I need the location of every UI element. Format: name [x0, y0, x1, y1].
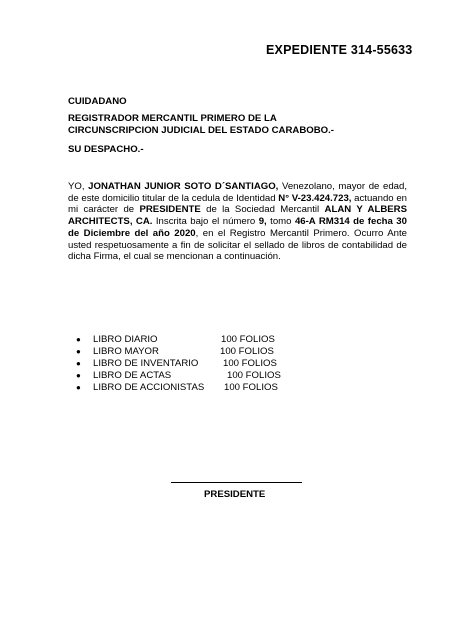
book-folios: 100 FOLIOS: [224, 381, 278, 393]
signature-label: PRESIDENTE: [204, 489, 266, 500]
body-text-5: Inscrita bajo el número: [152, 216, 259, 228]
book-name: LIBRO DE ACCIONISTAS: [93, 381, 205, 393]
expediente-number: EXPEDIENTE 314-55633: [266, 43, 413, 57]
registry-number: 9,: [258, 216, 267, 228]
book-name: LIBRO DE ACTAS: [93, 369, 172, 381]
book-name: LIBRO DE INVENTARIO: [93, 357, 199, 369]
addressee-line-2: CIRCUNSCRIPCION JUDICIAL DEL ESTADO CARABOBO.-: [68, 125, 334, 136]
body-text-7: , en el Registro Mercantil Primero. Ocurro Ante usted respetuosamente a fin de solicitar el sellado de libros de contabilidad de dicha Firma, el cual se mencionan a continuación.: [68, 227, 407, 263]
bullet-icon: ●: [76, 382, 81, 392]
addressee-line-1: REGISTRADOR MERCANTIL PRIMERO DE LA: [68, 113, 277, 124]
bullet-icon: ●: [76, 358, 81, 368]
body-paragraph: [68, 181, 407, 263]
body-text-3: actuando en mi carácter de: [68, 192, 407, 216]
books-list: [76, 334, 281, 394]
greeting: CUIDADANO: [68, 96, 127, 107]
list-item: [76, 346, 281, 358]
body-text-2: Venezolano, mayor de edad, de este domicilio titular de la cedula de Identidad: [68, 181, 408, 204]
bullet-icon: ●: [76, 370, 81, 380]
list-item: [76, 370, 281, 382]
identity-number: N° V-23.424.723,: [278, 192, 352, 204]
body-text-4: de la Sociedad Mercantil: [200, 204, 325, 216]
company-name: ALAN Y ALBERS ARCHITECTS, CA.: [68, 204, 407, 228]
declarant-name: JONATHAN JUNIOR SOTO D´SANTIAGO,: [88, 181, 279, 192]
book-name: LIBRO MAYOR: [93, 345, 159, 357]
book-folios: 100 FOLIOS: [220, 345, 274, 357]
bullet-icon: ●: [76, 335, 81, 344]
list-item: [76, 382, 281, 394]
signature-line: [171, 482, 302, 483]
book-folios: 100 FOLIOS: [223, 357, 277, 369]
role-title: PRESIDENTE: [139, 204, 201, 216]
bullet-icon: ●: [76, 346, 81, 356]
book-folios: 100 FOLIOS: [221, 334, 275, 345]
body-text-6: tomo: [266, 216, 295, 228]
addressee-closing: SU DESPACHO.-: [68, 144, 144, 155]
book-name: LIBRO DIARIO: [93, 334, 158, 345]
book-folios: 100 FOLIOS: [227, 369, 281, 381]
registry-tomo: 46-A RM314 de fecha 30 de Diciembre del año 2020: [68, 216, 407, 239]
list-item: [76, 358, 281, 370]
list-item: [76, 334, 281, 346]
body-text-1: YO,: [68, 181, 89, 192]
